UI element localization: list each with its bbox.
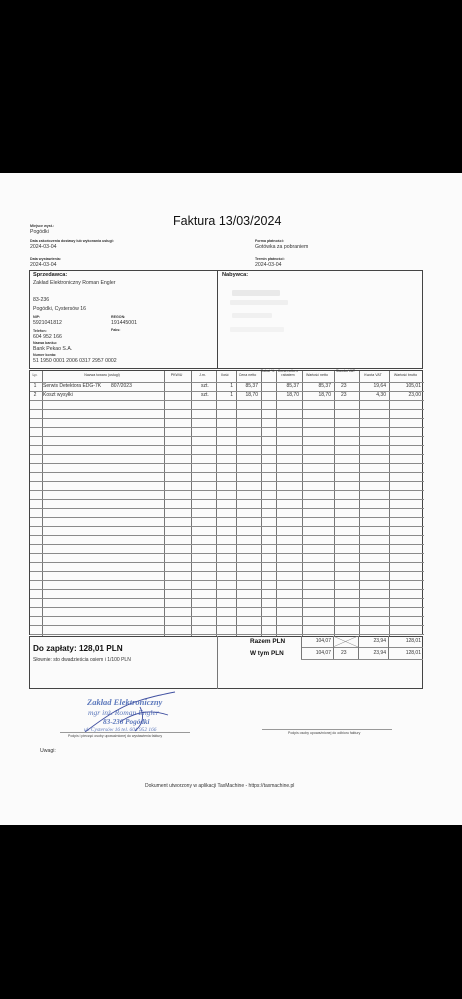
- table-row-divider: [30, 481, 424, 482]
- table-row-divider: [30, 625, 424, 626]
- notes-label: Uwagi:: [40, 748, 56, 754]
- table-row-divider: [30, 544, 424, 545]
- razem-label: Razem PLN: [250, 638, 286, 645]
- seller-phone-label: Telefon:: [33, 329, 47, 333]
- buyer-signature-caption: Podpis osoby upoważnionej do odbioru faktury: [288, 731, 361, 735]
- wtym-vat: 23,94: [373, 650, 386, 656]
- invoice-title: Faktura 13/03/2024: [173, 214, 282, 228]
- table-row-divider: [30, 553, 424, 554]
- razem-vat: 23,94: [373, 638, 386, 644]
- table-row-divider: [30, 535, 424, 536]
- table-row-divider: [30, 598, 424, 599]
- col-net-after-header: Cena netto z rabatem: [277, 369, 299, 377]
- row2-net-after: 18,70: [286, 392, 299, 398]
- table-row-divider: [30, 634, 424, 635]
- row1-vat-rate: 23: [341, 383, 347, 389]
- table-row-divider: [30, 508, 424, 509]
- payment-due-value: 2024-03-04: [255, 262, 282, 268]
- row2-lp: 2: [33, 392, 37, 398]
- completion-date-value: 2024-03-04: [30, 244, 57, 250]
- col-net-price-header: Cena netto: [238, 373, 257, 377]
- to-pay-total: Do zapłaty: 128,01 PLN: [33, 644, 123, 653]
- wtym-gross: 128,01: [405, 650, 421, 656]
- seller-nip-label: NIP:: [33, 315, 41, 319]
- table-row-divider: [30, 517, 424, 518]
- razem-net: 104,07: [315, 638, 331, 644]
- payment-due-label: Termin płatności:: [255, 257, 285, 261]
- row2-name: Koszt wysyłki: [43, 392, 73, 398]
- col-lp-header: Lp.: [32, 373, 38, 377]
- table-row-divider: [30, 607, 424, 608]
- row2-vat-rate: 23: [341, 392, 347, 398]
- table-row-divider: [30, 418, 424, 419]
- razem-gross: 128,01: [405, 638, 421, 644]
- row1-name: Serwis Detektora EDG-7K: [43, 383, 102, 389]
- signature-scribble: [80, 687, 190, 737]
- table-row-divider: [30, 499, 424, 500]
- col-discount-header: Rabat %: [260, 369, 275, 373]
- table-row-divider: [30, 409, 424, 410]
- col-pkwiu-header: PKWiU: [170, 373, 183, 377]
- col-vat-rate-header: Stawka VAT: [335, 369, 356, 373]
- amount-in-words: Słownie: sto dwadzieścia osiem i 1/100 PLN: [33, 657, 131, 663]
- seller-regon-label: REGON:: [111, 315, 126, 319]
- seller-account: 51 1950 0001 2006 0317 2957 0002: [33, 358, 117, 364]
- seller-name: Zakład Elektroniczny Roman Engler: [33, 280, 116, 286]
- table-col-divider: [389, 371, 390, 636]
- invoice-page: [0, 173, 462, 825]
- seller-street: Pogódki, Cystersów 16: [33, 306, 87, 312]
- row1-net-after: 85,37: [286, 383, 299, 389]
- issue-date-value: 2024-03-04: [30, 262, 57, 268]
- seller-postal: 83-236: [33, 297, 50, 303]
- row2-net-price: 18,70: [245, 392, 258, 398]
- row1-net-price: 85,37: [245, 383, 258, 389]
- row1-lp: 1: [33, 383, 37, 389]
- row1-net-value: 85,37: [318, 383, 331, 389]
- table-col-divider: [261, 371, 262, 636]
- empty-rate-cross: [333, 636, 358, 647]
- table-col-divider: [236, 371, 237, 636]
- table-row-divider: [30, 490, 424, 491]
- seller-bank-label: Nazwa banku:: [33, 341, 57, 345]
- seller-bank: Bank Pekao S.A.: [33, 346, 73, 352]
- col-unit-header: J.m.: [199, 373, 206, 377]
- row1-qty: 1: [230, 383, 233, 389]
- stamp-line4: ul. Cystersów 16 tel. 604 952 166: [84, 727, 157, 733]
- table-col-divider: [276, 371, 277, 636]
- items-table: [29, 370, 423, 635]
- seller-account-label: Numer konta:: [33, 353, 57, 357]
- table-row-divider: [30, 436, 424, 437]
- seller-fax-label: Faks:: [111, 328, 121, 332]
- row1-unit: szt.: [201, 383, 209, 389]
- footer-note: Dokument utworzony w aplikacji TaxMachine - https://taxmachine.pl: [145, 783, 295, 789]
- table-col-divider: [191, 371, 192, 636]
- seller-heading: Sprzedawca:: [33, 272, 68, 278]
- wtym-label: W tym PLN: [250, 650, 284, 657]
- table-row-divider: [30, 589, 424, 590]
- col-name-header: Nazwa towaru (usługi): [84, 373, 120, 377]
- buyer-redacted: [232, 290, 280, 296]
- table-row-divider: [30, 427, 424, 428]
- col-qty-header: Ilość: [221, 373, 229, 377]
- table-col-divider: [302, 371, 303, 636]
- buyer-heading: Nabywca:: [222, 272, 249, 278]
- stamp-line1: Zakład Elektroniczny: [87, 697, 163, 707]
- table-col-divider: [359, 371, 360, 636]
- col-vat-amount-header: Kwota VAT: [364, 373, 382, 377]
- table-col-divider: [334, 371, 335, 636]
- wtym-rate: 23: [341, 650, 347, 656]
- row1-ref: 807/2023: [111, 383, 132, 389]
- col-gross-header: Wartość brutto: [393, 373, 418, 377]
- table-col-divider: [164, 371, 165, 636]
- table-row-divider: [30, 616, 424, 617]
- row2-qty: 1: [230, 392, 233, 398]
- place-label: Miejsce wyst.:: [30, 224, 55, 228]
- table-row-divider: [30, 571, 424, 572]
- payment-form-value: Gotówka za pobraniem: [255, 244, 309, 250]
- row2-gross: 23,00: [408, 392, 421, 398]
- table-row-divider: [30, 472, 424, 473]
- table-row-divider: [30, 580, 424, 581]
- table-row-divider: [30, 463, 424, 464]
- row2-vat-amount: 4,30: [376, 392, 386, 398]
- completion-date-label: Data zakończenia dostawy lub wykonania usługi:: [30, 239, 114, 243]
- table-row-divider: [30, 400, 424, 401]
- payment-form-label: Forma płatności:: [255, 239, 284, 243]
- row1-gross: 105,01: [405, 383, 421, 389]
- table-row-divider: [30, 562, 424, 563]
- table-row-divider: [30, 454, 424, 455]
- place-value: Pogódki: [30, 229, 49, 235]
- col-net-value-header: Wartość netto: [305, 373, 329, 377]
- table-col-divider: [216, 371, 217, 636]
- table-row-divider: [30, 526, 424, 527]
- issue-date-label: Data wystawienia:: [30, 257, 61, 261]
- wtym-net: 104,07: [315, 650, 331, 656]
- stamp-line3: 83-236 Pogódki: [103, 718, 150, 726]
- row1-vat-amount: 19,64: [373, 383, 386, 389]
- seller-phone: 604 952 166: [33, 334, 62, 340]
- stamp-line2: mgr inż. Roman Engler: [88, 708, 159, 717]
- table-col-divider: [42, 371, 43, 636]
- table-row-divider: [30, 445, 424, 446]
- row2-net-value: 18,70: [318, 392, 331, 398]
- row2-unit: szt.: [201, 392, 209, 398]
- seller-regon: 191445001: [111, 320, 137, 326]
- seller-signature-caption: Podpis i pieczęć osoby upoważnionej do wystawienia faktury: [68, 734, 163, 738]
- seller-nip: 5921041812: [33, 320, 62, 326]
